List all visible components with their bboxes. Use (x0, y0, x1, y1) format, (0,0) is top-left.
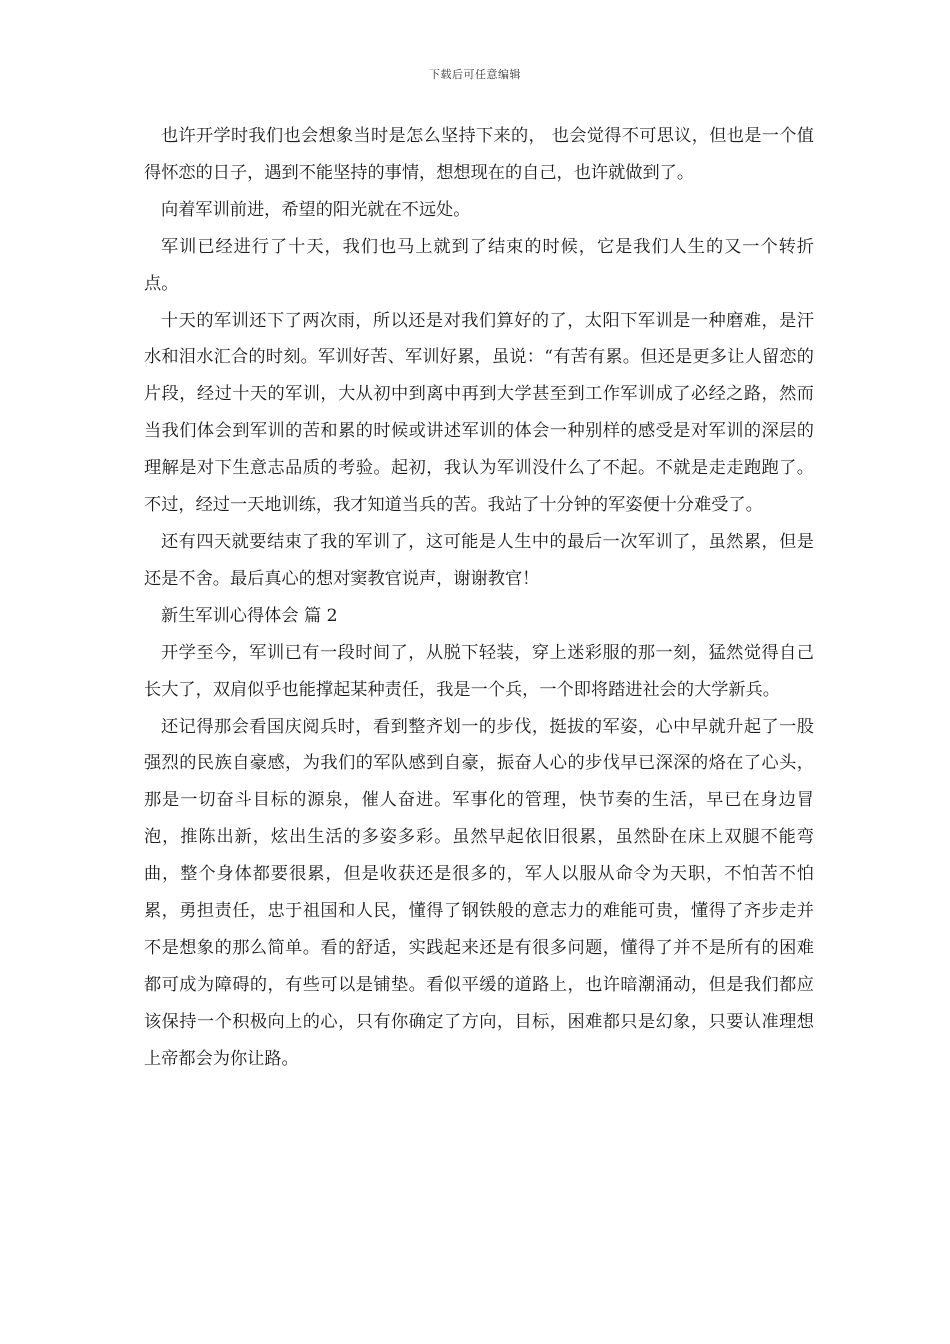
paragraph: 开学至今，军训已有一段时间了，从脱下轻装，穿上迷彩服的那一刻，猛然觉得自己长大了，双肩似乎也能撑起某种责任，我是一个兵，一个即将踏进社会的大学新兵。 (144, 642, 814, 700)
paragraph: 还记得那会看国庆阅兵时，看到整齐划一的步伐，挺拔的军姿，心中早就升起了一股强烈的民族自豪感，为我们的军队感到自豪，振奋人心的步伐早已深深的烙在了心头，那是一切奋斗目标的源泉，催人奋进。军事化的管理，快节奏的生活，早已在身边冒泡，推陈出新，炫出生活的多姿多彩。虽然早起依旧很累，虽然卧在床上双腿不能弯曲，整个身体都要很累，但是收获还是很多的，军人以服从命令为天职，不怕苦不怕累，勇担责任，忠于祖国和人民，懂得了钢铁般的意志力的难能可贵，懂得了齐步走并不是想象的那么简单。看的舒适，实践起来还是有很多问题，懂得了并不是所有的困难都可成为障碍的，有些可以是铺垫。看似平缓的道路上，也许暗潮涌动，但是我们都应该保持一个积极向上的心，只有你确定了方向，目标，困难都只是幻象，只要认准理想上帝都会为你让路。 (144, 716, 814, 1069)
document-body (144, 118, 814, 1078)
paragraph: 向着军训前进，希望的阳光就在不远处。 (161, 199, 471, 220)
paragraph: 也许开学时我们也会想象当时是怎么坚持下来的， 也会觉得不可思议，但也是一个值得怀恋的日子，遇到不能坚持的事情，想想现在的自己，也许就做到了。 (144, 126, 814, 183)
page-header: 下载后可任意编辑 (429, 68, 521, 81)
paragraph: 十天的军训还下了两次雨，所以还是对我们算好的了，太阳下军训是一种磨难，是汗水和泪水汇合的时刻。军训好苦、军训好累，虽说：“有苦有累。但还是更多让人留恋的片段，经过十天的军训，大从初中到离中再到大学甚至到工作军训成了必经之路，然而当我们体会到军训的苦和累的时候或讲述军训的体会一种别样的感受是对军训的深层的理解是对下生意志品质的考验。起初，我认为军训没什么了不起。不就是走走跑跑了。不过，经过一天地训练，我才知道当兵的苦。我站了十分钟的军姿便十分难受了。 (144, 310, 814, 516)
paragraph: 还有四天就要结束了我的军训了，这可能是人生中的最后一次军训了，虽然累，但是还是不舍。最后真心的想对窦教官说声，谢谢教官！ (144, 531, 814, 589)
paragraph: 军训已经进行了十天，我们也马上就到了结束的时候，它是我们人生的又一个转折点。 (144, 236, 814, 294)
section-heading: 新生军训心得体会 篇 2 (161, 605, 338, 626)
